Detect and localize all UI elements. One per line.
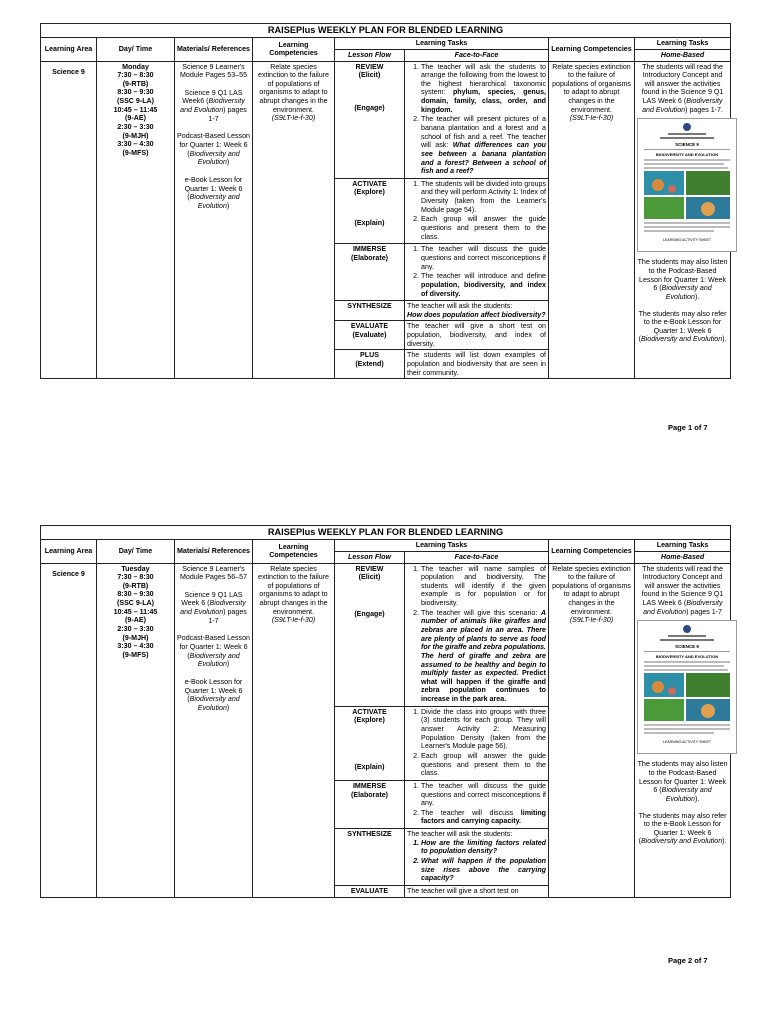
flow-immerse: IMMERSE (Elaborate) xyxy=(335,780,405,828)
header-lesson-flow: Lesson Flow xyxy=(335,49,405,61)
task-immerse xyxy=(405,244,549,301)
day-label: Monday xyxy=(122,62,149,71)
section-label: (9-MFS) xyxy=(122,148,149,157)
time-slot: 8:30 – 9:30 xyxy=(117,590,154,599)
task-activate xyxy=(405,178,549,243)
flow-activate: ACTIVATE (Explore) (Explain) xyxy=(335,178,405,243)
header-competencies-home: Learning Competencies xyxy=(549,38,635,61)
competency-code: (S9LT-Ie-f-30) xyxy=(271,114,316,123)
section-label: (9-AE) xyxy=(125,114,146,123)
competency-code: (S9LT-Ie-f-30) xyxy=(569,114,614,123)
competency-cell xyxy=(253,61,335,379)
header-learning-tasks: Learning Tasks xyxy=(335,38,549,50)
time-slot: 2:30 – 3:30 xyxy=(117,624,154,633)
time-slot: 2:30 – 3:30 xyxy=(117,122,154,131)
task-evaluate: The teacher will give a short test on xyxy=(405,885,549,897)
ebook-reference: e-Book Lesson for Quarter 1: Week 6 (Biodiversity and Evolution) xyxy=(184,175,243,210)
document-title: RAISEPlus WEEKLY PLAN FOR BLENDED LEARNING xyxy=(41,526,731,540)
time-slot: 10:45 – 11:45 xyxy=(113,105,158,114)
day-label: Tuesday xyxy=(121,564,150,573)
las-reference: Science 9 Q1 LAS Week 6 (Biodiversity and Evolution) pages 1-7 xyxy=(180,590,247,625)
las-reference: Science 9 Q1 LAS Week6 (Biodiversity and Evolution) pages 1-7 xyxy=(180,88,247,123)
learning-area-cell: Science 9 xyxy=(41,563,97,897)
immerse-item-2: 2. The teacher will introduce and define population, biodiversity, and index of diversity. xyxy=(421,272,546,298)
task-review xyxy=(405,61,549,178)
time-slot: 8:30 – 9:30 xyxy=(117,88,154,97)
thumb-header: SCIENCE 9 xyxy=(675,644,699,650)
home-task-1: The students will read the Introductory Concept and will answer the activities found in the Science 9 Q1 LAS Week 6 (Biodiversity and Evolution) pages 1-7 xyxy=(641,564,724,616)
immerse-item-1: 1. The teacher will discuss the guide questions and correct misconceptions if any. xyxy=(421,782,546,808)
competency-text: Relate species extinction to the failure of populations of organisms to adapt to abrupt changes in the environment. xyxy=(258,62,329,114)
flow-evaluate: EVALUATE (Evaluate) xyxy=(335,321,405,350)
header-day-time: Day/ Time xyxy=(97,38,175,61)
task-synthesize: The teacher will ask the students: 1. How are the limiting factors related to population density? 2. What will happen if the population size rises above the carrying capacity? xyxy=(405,829,549,886)
task-immerse xyxy=(405,780,549,828)
flow-plus: PLUS (Extend) xyxy=(335,350,405,379)
header-learning-area: Learning Area xyxy=(41,540,97,563)
thumb-header: SCIENCE 9 xyxy=(675,142,699,148)
flow-activate: ACTIVATE (Explore) (Explain) xyxy=(335,706,405,780)
home-based-cell xyxy=(635,563,731,897)
competency-code: (S9LT-Ie-f-30) xyxy=(569,616,614,625)
synthesize-question-1: 1. How are the limiting factors related to population density? xyxy=(421,839,546,856)
thumb-footer: LEARNING ACTIVITY SHEET xyxy=(662,238,712,243)
header-face-to-face: Face-to-Face xyxy=(405,49,549,61)
header-learning-tasks-home: Learning Tasks xyxy=(635,38,731,50)
header-lesson-flow: Lesson Flow xyxy=(335,551,405,563)
home-task-3: The students may also refer to the e-Book Lesson for Quarter 1: Week 6 (Biodiversity and Evolution). xyxy=(638,309,727,344)
plan-page-1 xyxy=(40,23,730,379)
day-time-cell xyxy=(97,61,175,379)
competency-home-cell xyxy=(549,61,635,379)
section-label: (9-RTB) xyxy=(122,581,149,590)
task-review xyxy=(405,563,549,706)
home-task-3: The students may also refer to the e-Book Lesson for Quarter 1: Week 6 (Biodiversity and Evolution). xyxy=(638,811,727,846)
header-competencies: Learning Competencies xyxy=(253,38,335,61)
time-slot: 7:30 – 8:30 xyxy=(117,573,154,582)
synthesize-question: How does population affect biodiversity? xyxy=(407,310,546,319)
competency-text: Relate species extinction to the failure of populations of organisms to adapt to abrupt changes in the environment. xyxy=(552,62,631,114)
home-based-cell xyxy=(635,61,731,379)
section-label: (9-AE) xyxy=(125,616,146,625)
header-home-based: Home-Based xyxy=(635,551,731,563)
review-item-2: 2. The teacher will give this scenario: A number of animals like giraffes and zebras are placed in an area. There are plenty of plants to serve as food for the giraffe and zebra populations. The herd of giraffe and zebra are assumed to be healthy and begin to multiply faster as expected. Predict what will happen if the giraffe and zebra population continues to increase in the park area. xyxy=(421,609,546,704)
activate-item-2: 2. Each group will answer the guide questions and present them to the class. xyxy=(421,752,546,778)
las-thumbnail-image xyxy=(637,620,737,754)
header-competencies: Learning Competencies xyxy=(253,540,335,563)
header-materials: Materials/ References xyxy=(175,540,253,563)
task-activate xyxy=(405,706,549,780)
podcast-reference: Podcast-Based Lesson for Quarter 1: Week 6 (Biodiversity and Evolution) xyxy=(177,132,250,167)
page-number: Page 1 of 7 xyxy=(668,423,708,432)
activate-item-1: 1. Divide the class into groups with three (3) students for each group. They will answer Activity 2: Measuring Population Density (taken from the Learner's Module page 56). xyxy=(421,708,546,751)
flow-synthesize: SYNTHESIZE xyxy=(335,301,405,321)
home-task-2: The students may also listen to the Podcast-Based Lesson for Quarter 1: Week 6 (Biodiversity and Evolution). xyxy=(637,760,728,803)
competency-code: (S9LT-Ie-f-30) xyxy=(271,616,316,625)
section-label: (9-RTB) xyxy=(122,79,149,88)
task-plus: The students will list down examples of population and biodiversity that are seen in their community. xyxy=(405,350,549,379)
competency-text: Relate species extinction to the failure of populations of organisms to adapt to abrupt changes in the environment. xyxy=(552,564,631,616)
weekly-plan-table xyxy=(40,23,731,379)
page-number: Page 2 of 7 xyxy=(668,956,708,965)
flow-immerse: IMMERSE (Elaborate) xyxy=(335,244,405,301)
learning-area-cell: Science 9 xyxy=(41,61,97,379)
header-competencies-home: Learning Competencies xyxy=(549,540,635,563)
competency-text: Relate species extinction to the failure of populations of organisms to adapt to abrupt changes in the environment. xyxy=(258,564,329,616)
las-thumbnail-image xyxy=(637,118,737,252)
activate-item-2: 2. Each group will answer the guide questions and present them to the class. xyxy=(421,215,546,241)
thumb-title: BIODIVERSITY AND EVOLUTION xyxy=(655,152,719,158)
home-task-1: The students will read the Introductory Concept and will answer the activities found in the Science 9 Q1 LAS Week 6 (Biodiversity and Evolution) pages 1-7. xyxy=(641,62,724,114)
header-learning-tasks-home: Learning Tasks xyxy=(635,540,731,552)
review-item-2: 2. The teacher will present pictures of a banana plantation and a forest and a school of fish and a reef. The teacher will ask: What differences can you see between a banana plantation and a forest? Between a school of fish and a reef? xyxy=(421,115,546,175)
immerse-item-2: 2. The teacher will discuss limiting factors and carrying capacity. xyxy=(421,809,546,826)
plan-page-2 xyxy=(40,525,730,898)
header-learning-tasks: Learning Tasks xyxy=(335,540,549,552)
synthesize-question-2: 2. What will happen if the population size rises above the carrying capacity? xyxy=(421,857,546,883)
section-label: (9-MJH) xyxy=(122,633,149,642)
materials-cell xyxy=(175,61,253,379)
section-label: (9-MFS) xyxy=(122,650,149,659)
header-home-based: Home-Based xyxy=(635,49,731,61)
flow-review: REVIEW (Elicit) (Engage) xyxy=(335,61,405,178)
materials-cell xyxy=(175,563,253,897)
time-slot: 10:45 – 11:45 xyxy=(113,607,158,616)
thumb-title: BIODIVERSITY AND EVOLUTION xyxy=(655,654,719,660)
immerse-item-1: 1. The teacher will discuss the guide questions and correct misconceptions if any. xyxy=(421,245,546,271)
module-reference: Science 9 Learner's Module Pages 53–55 xyxy=(179,62,248,80)
header-materials: Materials/ References xyxy=(175,38,253,61)
activate-item-1: 1. The students will be divided into groups and they will perform Activity 1: Index of Diversity (taken from the Learner's Module page 54). xyxy=(421,180,546,215)
time-slot: 7:30 – 8:30 xyxy=(117,71,154,80)
competency-cell xyxy=(253,563,335,897)
home-task-2: The students may also listen to the Podcast-Based Lesson for Quarter 1: Week 6 (Biodiversity and Evolution). xyxy=(637,258,728,301)
thumb-footer: LEARNING ACTIVITY SHEET xyxy=(662,740,712,745)
flow-synthesize: SYNTHESIZE xyxy=(335,829,405,886)
document-title: RAISEPlus WEEKLY PLAN FOR BLENDED LEARNING xyxy=(41,24,731,38)
flow-review: REVIEW (Elicit) (Engage) xyxy=(335,563,405,706)
section-label: (SSC 9-LA) xyxy=(116,97,155,106)
header-learning-area: Learning Area xyxy=(41,38,97,61)
podcast-reference: Podcast-Based Lesson for Quarter 1: Week 6 (Biodiversity and Evolution) xyxy=(177,634,250,669)
flow-evaluate: EVALUATE xyxy=(335,885,405,897)
weekly-plan-table xyxy=(40,525,731,898)
review-item-1: 1. The teacher will ask the students to arrange the following from the lowest to the highest hierarchical taxonomic system: phylum, species, genus, domain, family, class, order, and kingdom. xyxy=(421,63,546,115)
header-day-time: Day/ Time xyxy=(97,540,175,563)
section-label: (SSC 9-LA) xyxy=(116,599,155,608)
task-evaluate: The teacher will give a short test on population, biodiversity, and index of diversity. xyxy=(405,321,549,350)
time-slot: 3:30 – 4:30 xyxy=(117,140,154,149)
time-slot: 3:30 – 4:30 xyxy=(117,642,154,651)
ebook-reference: e-Book Lesson for Quarter 1: Week 6 (Biodiversity and Evolution) xyxy=(184,677,243,712)
review-item-1: 1. The teacher will name samples of population and biodiversity. The students will identify if the given example is for population or for biodiversity. xyxy=(421,565,546,608)
section-label: (9-MJH) xyxy=(122,131,149,140)
module-reference: Science 9 Learner's Module Pages 56–57 xyxy=(179,564,248,582)
task-synthesize: The teacher will ask the students: How does population affect biodiversity? xyxy=(405,301,549,321)
header-face-to-face: Face-to-Face xyxy=(405,551,549,563)
competency-home-cell xyxy=(549,563,635,897)
day-time-cell xyxy=(97,563,175,897)
